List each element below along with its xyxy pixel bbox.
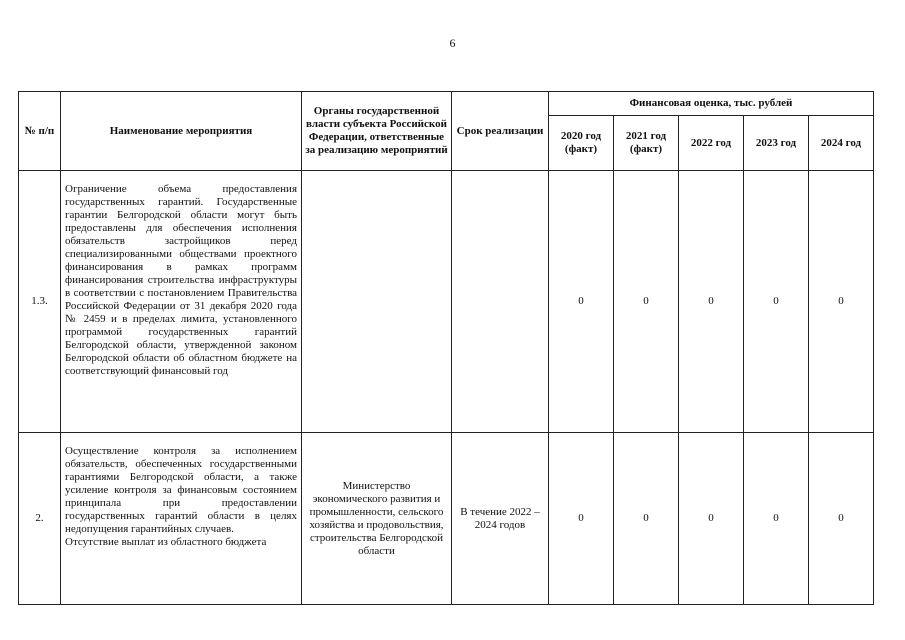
header-authority: Органы государственной власти субъекта Российской Федерации, ответственные за реализацию мероприятий bbox=[302, 92, 452, 171]
value-2023: 0 bbox=[744, 433, 809, 605]
value-2022: 0 bbox=[679, 171, 744, 433]
header-year-2021: 2021 год (факт) bbox=[614, 116, 679, 171]
value-2023: 0 bbox=[744, 171, 809, 433]
responsible-authority bbox=[302, 171, 452, 433]
header-year-2022: 2022 год bbox=[679, 116, 744, 171]
row-number: 2. bbox=[19, 433, 61, 605]
measures-table bbox=[18, 91, 874, 605]
measure-description: Осуществление контроля за исполнением обязательств, обеспеченных государственными гарантиями Белгородской области, а также усиление контроля за финансовым состоянием принципала при предоставлении государственных гарантий области в целях недопущения гарантийных случаев. Отсутствие выплат из областного бюджета bbox=[61, 433, 302, 605]
table-row bbox=[19, 433, 874, 605]
value-2020: 0 bbox=[549, 171, 614, 433]
header-finance: Финансовая оценка, тыс. рублей bbox=[549, 92, 874, 116]
value-2024: 0 bbox=[809, 171, 874, 433]
header-row-1 bbox=[19, 92, 874, 116]
measure-description: Ограничение объема предоставления государственных гарантий. Государственные гарантии Белгородской области могут быть предоставлены для обеспечения исполнения обязательств застройщиков перед специализированными обществами проектного финансирования в рамках программ финансирования строительства инфраструктуры в соответствии с постановлением Правительства Российской Федерации от 31 декабря 2020 года № 2459 и в пределах лимита, установленного программой государственных гарантий Белгородской области, утвержденной законом Белгородской области об областном бюджете на соответствующий финансовый год bbox=[61, 171, 302, 433]
page-number: 6 bbox=[449, 36, 456, 50]
header-year-2024: 2024 год bbox=[809, 116, 874, 171]
value-2021: 0 bbox=[614, 433, 679, 605]
row-number: 1.3. bbox=[19, 171, 61, 433]
value-2020: 0 bbox=[549, 433, 614, 605]
table-row bbox=[19, 171, 874, 433]
header-name: Наименование мероприятия bbox=[61, 92, 302, 171]
value-2024: 0 bbox=[809, 433, 874, 605]
header-year-2023: 2023 год bbox=[744, 116, 809, 171]
responsible-authority: Министерство экономического развития и промышленности, сельского хозяйства и продовольствия, строительства Белгородской области bbox=[302, 433, 452, 605]
header-term: Срок реализации bbox=[452, 92, 549, 171]
value-2021: 0 bbox=[614, 171, 679, 433]
value-2022: 0 bbox=[679, 433, 744, 605]
implementation-term bbox=[452, 171, 549, 433]
implementation-term: В течение 2022 – 2024 годов bbox=[452, 433, 549, 605]
header-year-2020: 2020 год (факт) bbox=[549, 116, 614, 171]
header-num: № п/п bbox=[19, 92, 61, 171]
